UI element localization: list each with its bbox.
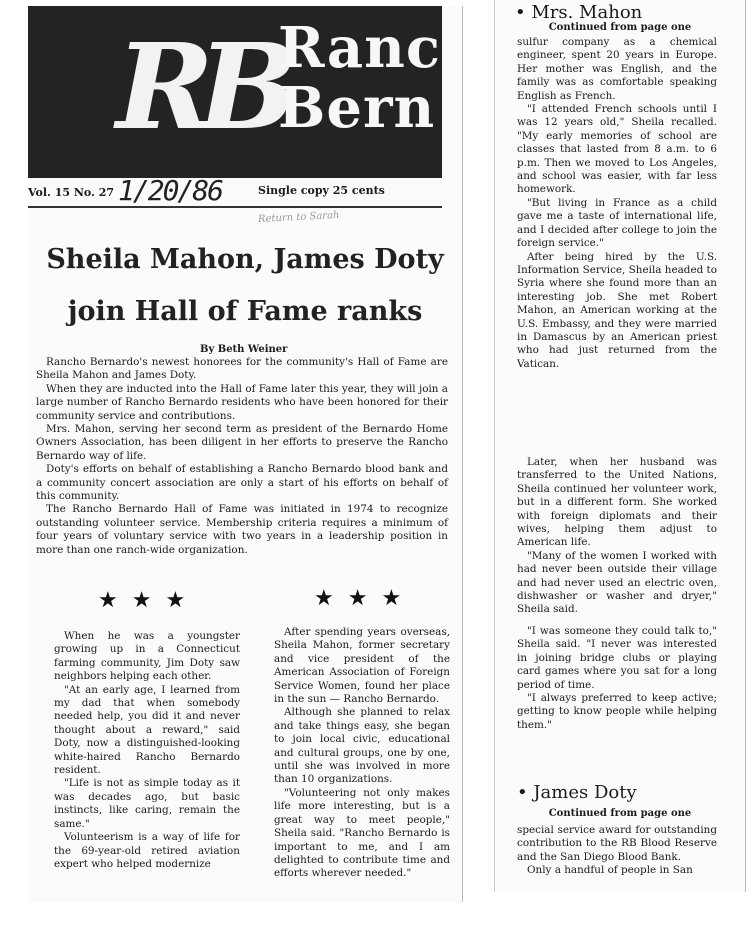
continued-note: Continued from page one [548,22,692,33]
doty-continued-column [517,824,717,878]
headline-line1: Sheila Mahon, James Doty [46,244,444,275]
intro-text [36,356,448,557]
star-divider-right: ★★★ [314,586,416,611]
bullet-icon: • [515,2,532,23]
intro-paragraph: When they are inducted into the Hall of Fame later this year, they will join a large number of Rancho Bernardo residents who have been honored for their community service and contributions. [36,382,448,422]
copy-price: Single copy 25 cents [258,184,385,197]
doty-paragraph: "Life is not as simple today as it was decades ago, but basic instincts, like caring, remain the same." [54,777,240,830]
headline-line2: join Hall of Fame ranks [67,296,423,327]
bullet-icon: • [517,782,534,803]
doty-column [54,630,240,871]
intro-paragraph: The Rancho Bernardo Hall of Fame was initiated in 1974 to recognize outstanding volunteer service. Membership criteria requires a minimum of four years of voluntary service with two years in a leadership position in more than one ranch-wide organization. [36,503,448,556]
continued-paragraph: Later, when her husband was transferred to the United Nations, Sheila continued her volunteer work, but in a different form. She worked with foreign diplomats and their wives, helping them adjust to American life. [517,456,717,549]
pencil-note: Return to Sarah [257,209,340,226]
continued-note: Continued from page one [548,808,692,819]
newspaper-masthead [28,6,442,178]
issue-bar [28,174,442,208]
continued-paragraph: special service award for outstanding contribution to the RB Blood Reserve and the San Diego Blood Bank. [517,824,717,863]
star-divider-left: ★★★ [98,588,200,613]
doty-paragraph: When he was a youngster growing up in a Connecticut farming community, Jim Doty saw neighbors helping each other. [54,630,240,683]
masthead-title-line2: Bern [278,75,436,141]
mahon-paragraph: After spending years overseas, Sheila Mahon, former secretary and vice president of the American Association of Foreign Service Women, found her place in the sun — Rancho Bernardo. [274,626,450,706]
mahon-continued-column [517,36,717,371]
mahon-paragraph: "Volunteering not only makes life more interesting, but is a great way to meet people," Sheila said. "Rancho Bernardo is important to me, and I am delighted to contribute time and efforts wherever needed." [274,786,450,880]
continued-paragraph: "I was someone they could talk to," Sheila said. "I never was interested in joining bridge clubs or playing card games where you sat for a long period of time. [517,624,717,691]
intro-paragraph: Mrs. Mahon, serving her second term as president of the Bernardo Home Owners Association, has been diligent in her efforts to preserve the Rancho Bernardo way of life. [36,423,448,462]
heading-text: Mrs. Mahon [531,2,643,23]
handwritten-date: 1/20/86 [118,174,223,207]
mahon-continued-heading [515,2,642,23]
intro-paragraph: Doty's efforts on behalf of establishing a Rancho Bernardo blood bank and a community concert association are only a start of his efforts on behalf of this community. [36,463,448,503]
continued-paragraph: "I always preferred to keep active; getting to know people while helping them." [517,691,717,731]
continued-paragraph: sulfur company as a chemical engineer, spent 20 years in Europe. Her mother was English, and the family was as comfortable speaking English as French. [517,36,717,102]
intro-paragraph: Rancho Bernardo's newest honorees for the community's Hall of Fame are Sheila Mahon and James Doty. [36,356,448,382]
volume-number: Vol. 15 No. 27 [28,186,115,199]
mahon-continued-column-2 [517,456,717,732]
mahon-paragraph: Although she planned to relax and take things easy, she began to join local civic, educational and cultural groups, one by one, until she was involved in more than 10 organizations. [274,706,450,786]
main-article-clipping [28,6,463,902]
continued-paragraph: "I attended French schools until I was 12 years old," Sheila recalled. "My early memories of school are classes that lasted from 8 a.m. to 6 p.m. Then we moved to Los Angeles, and school was easier, with far less homework. [517,103,717,196]
doty-continued-heading [517,782,637,803]
byline: By Beth Weiner [200,344,288,355]
mahon-column [274,626,450,881]
continued-paragraph: Only a handful of people in San [527,864,693,877]
continued-paragraph: "But living in France as a child gave me a taste of international life, and I decided after college to join the foreign service." [517,196,717,250]
continued-paragraph: "Many of the women I worked with had never been outside their village and had never used an electric oven, dishwasher or washer and dryer," Sheila said. [517,549,717,616]
continued-paragraph: After being hired by the U.S. Information Service, Sheila headed to Syria where she found more than an interesting job. She met Robert Mahon, an American working at the U.S. Embassy, and they were married in Damascus by an American priest who had just returned from the Vatican. [517,250,717,370]
doty-paragraph: "At an early age, I learned from my dad that when somebody needed help, you did it and never thought about a reward," said Doty, now a distinguished-looking white-haired Rancho Bernardo resident. [54,683,240,777]
rb-logo: RB [116,17,282,156]
continuation-clipping [494,0,746,892]
masthead-title-line1: Ranc [278,15,441,81]
doty-paragraph: Volunteerism is a way of life for the 69-year-old retired aviation expert who helped modernize [54,831,240,870]
heading-text: James Doty [533,782,637,803]
